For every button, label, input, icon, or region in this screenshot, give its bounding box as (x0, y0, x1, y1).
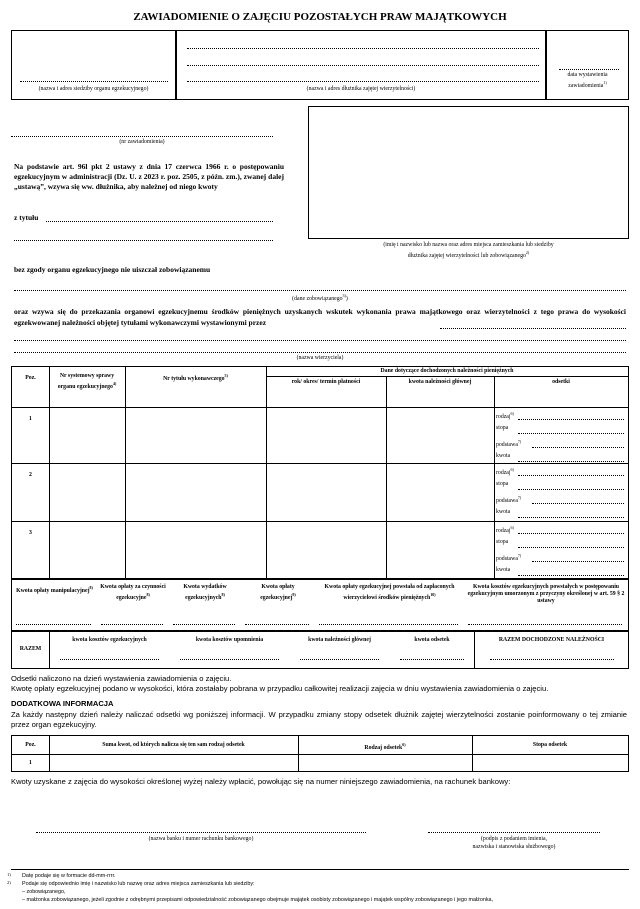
totals-table (11, 631, 629, 669)
fee-field-2[interactable] (101, 624, 163, 625)
row-poz: 1 (29, 416, 32, 422)
footnote-2-number: 2) (7, 880, 11, 885)
info-line-2: Kwotę opłaty egzekucyjnej podano w wysokości, która zostałaby pobrana w przypadku całkowitej realizacji zajęcia w dniu wystawienia zawiadomienia o zajęciu. (11, 684, 549, 693)
debtor-box[interactable] (176, 30, 546, 100)
fee-field-5[interactable] (319, 624, 458, 625)
interest-rodzaj-label: rodzaj$^{6)}$ (496, 411, 514, 420)
footnote-2a: – zobowiązanego, (22, 889, 66, 895)
fee-col-1: Kwota opłaty manipulacyjnej$^{8)}$ (16, 585, 93, 594)
issuer-field-2[interactable] (14, 340, 626, 341)
fee-field-1[interactable] (16, 624, 91, 625)
title-field[interactable] (46, 221, 273, 222)
totals-field-1[interactable] (60, 659, 159, 660)
obligor-label-1: (imię i nazwisko lub nazwa oraz adres miejsca zamieszkania lub siedziby (383, 242, 554, 248)
title-prefix: z tytułu (14, 213, 39, 222)
interest-row-poz: 1 (29, 760, 32, 766)
interest-stopa-field[interactable] (518, 547, 624, 548)
interest-kwota-label: kwota (496, 453, 511, 459)
fee-col-6: Kwota kosztów egzekucyjnych powstałych w postępowaniu egzekucyjnym umorzonym z przyczyny określonej w art. 59 § 2 ustawy (467, 584, 625, 604)
organ-label: (nazwa i adres siedziby organu egzekucyjnego) (38, 86, 149, 92)
footnote-2: Podaje się odpowiednio imię i nazwisko lub nazwę oraz adres miejsca zamieszkania lub siedziby: (22, 881, 255, 887)
interest-podstawa-label: podstawa$^{7)}$ (496, 439, 522, 448)
total-due-label: RAZEM DOCHODZONE NALEŻNOŚCI (498, 637, 605, 643)
interest-kwota-field[interactable] (518, 517, 624, 518)
info-line-1: Odsetki naliczono na dzień wystawienia zawiadomienia o zajęciu. (11, 674, 232, 683)
interest-col-sum: Suma kwot, od których nalicza się ten sam rodzaj odsetek (102, 742, 245, 748)
obligor-label-2: dłużnika zajętej wierzytelności lub zobowiązanego$^{2)}$ (407, 250, 530, 259)
organ-box (11, 30, 176, 100)
col-main-amount: kwota należności głównej (408, 379, 472, 385)
payment-text: Kwoty uzyskane z zajęcia do wysokości określonej wyżej należy wpłacić, powołując się na numer niniejszego zawiadomienia, na rachunek bankowy: (11, 777, 511, 786)
interest-col-type: Rodzaj odsetek$^{6)}$ (364, 742, 406, 751)
interest-podstawa-field[interactable] (532, 447, 624, 448)
totals-col-1: kwota kosztów egzekucyjnych (72, 637, 147, 643)
razem-label: RAZEM (19, 646, 42, 652)
footnote-1-number: 1) (7, 872, 11, 877)
interest-kwota-field[interactable] (518, 461, 624, 462)
col-poz: Poz. (25, 375, 36, 381)
date-box[interactable]: data wystawienia zawiadomienia$^{1)}$ (546, 30, 629, 100)
interest-kwota-label: kwota (496, 567, 511, 573)
totals-field-4[interactable] (400, 659, 464, 660)
interest-rodzaj-field[interactable] (518, 533, 624, 534)
legal-basis-text: Na podstawie art. 96l pkt 2 ustawy z dnia 17 czerwca 1966 r. o postępowaniu egzekucyjnym w administracji (Dz. U. z 2023 r. poz. 2505, z późn. zm.), zwanej dalej „ustawą”, wzywa się ww. dłużnika, aby należnej od niego kwoty (14, 162, 284, 191)
notice-number-label: (nr zawiadomienia) (119, 139, 165, 145)
interest-col-poz: Poz. (25, 742, 36, 748)
obligor-box[interactable] (308, 106, 629, 239)
col-title-number: Nr tytułu wykonawczego$^{5)}$ (163, 373, 228, 382)
bank-account-label: (nazwa banku i numer rachunku bankowego) (148, 836, 254, 842)
no-consent-text: bez zgody organu egzekucyjnego nie uiszczał zobowiązanemu (14, 265, 211, 274)
signature-label-2: nazwiska i stanowiska służbowego) (472, 844, 556, 850)
group-header: Dane dotyczące dochodzonych należności pieniężnych (380, 368, 514, 374)
fees-table (11, 579, 629, 631)
interest-table (11, 735, 629, 772)
totals-field-3[interactable] (300, 659, 379, 660)
footnote-2b: – małżonka zobowiązanego, jeżeli zgodnie z odrębnymi przepisami odpowiedzialność zobowiązanego obejmuje majątek osobisty zobowiązanego i majątek wspólny zobowiązanego i jego małżonka, (22, 897, 494, 903)
interest-rodzaj-field[interactable] (518, 419, 624, 420)
fee-col-2: Kwota opłaty za czynności egzekucyjne$^{8)}$ (100, 584, 166, 601)
fee-col-5: Kwota opłaty egzekucyjnej powstała od zapłaconych wierzycielowi środków pieniężnych$^{10)}$ (324, 584, 455, 601)
interest-kwota-label: kwota (496, 509, 511, 515)
bank-account-field[interactable] (36, 832, 366, 833)
interest-kwota-field[interactable] (518, 575, 624, 576)
totals-col-4: kwota odsetek (414, 637, 450, 643)
total-due-field[interactable] (490, 659, 614, 660)
fee-col-4: Kwota opłaty egzekucyjnej$^{9)}$ (260, 584, 296, 601)
document-title: ZAWIADOMIENIE O ZAJĘCIU POZOSTAŁYCH PRAW MAJĄTKOWYCH (133, 11, 507, 23)
totals-col-3: kwota należności głównej (308, 637, 371, 643)
interest-col-rate: Stopa odsetek (532, 742, 568, 748)
additional-info-heading: DODATKOWA INFORMACJA (11, 699, 114, 708)
footnote-1: Datę podaje się w formacie dd-mm-rrrr. (22, 873, 116, 879)
col-period: rok/ okres/ termin płatności (291, 379, 361, 385)
fee-field-6[interactable] (468, 624, 622, 625)
fee-col-3: Kwota wydatków egzekucyjnych$^{8)}$ (183, 584, 227, 601)
amount-field[interactable] (14, 240, 273, 241)
signature-label-1: (podpis z podaniem imienia, (480, 836, 547, 842)
interest-rodzaj-label: rodzaj$^{6)}$ (496, 525, 514, 534)
interest-rodzaj-field[interactable] (518, 475, 624, 476)
interest-stopa-field[interactable] (518, 489, 624, 490)
interest-stopa-label: stopa (496, 481, 509, 487)
date-label: data wystawienia (567, 72, 608, 78)
obligor-data-label: (dane zobowiązanego$^{3)}$) (292, 293, 348, 302)
interest-rodzaj-label: rodzaj$^{6)}$ (496, 467, 514, 476)
interest-podstawa-field[interactable] (532, 561, 624, 562)
row-poz: 3 (29, 530, 32, 536)
interest-podstawa-field[interactable] (532, 503, 624, 504)
obligor-data-field[interactable] (14, 290, 626, 291)
row-poz: 2 (29, 472, 32, 478)
issuer-field-3[interactable] (14, 352, 626, 353)
interest-stopa-label: stopa (496, 539, 509, 545)
col-case-number: Nr systemowy sprawy organu egzekucyjnego$^{4)}$ (57, 373, 117, 390)
debtor-label: (nazwa i adres dłużnika zajętej wierzytelności) (306, 86, 416, 92)
creditor-label: (nazwa wierzyciela) (296, 355, 344, 361)
interest-stopa-label: stopa (496, 425, 509, 431)
interest-podstawa-label: podstawa$^{7)}$ (496, 553, 522, 562)
fee-field-4[interactable] (245, 624, 309, 625)
info-line-3: Za każdy następny dzień należy naliczać odsetki wg poniższej informacji. W przypadku zmiany stopy odsetek dłużnik zajętej wierzytelności zostanie poinformowany o tej zmianie przez organ egzekucyjny. (11, 710, 627, 729)
notice-number-field[interactable] (11, 136, 273, 137)
signature-field[interactable] (428, 832, 600, 833)
totals-field-2[interactable] (180, 659, 279, 660)
issuer-field[interactable] (440, 328, 626, 329)
interest-podstawa-label: podstawa$^{7)}$ (496, 495, 522, 504)
transfer-text: oraz wzywa się do przekazania organowi egzekucyjnemu środków pieniężnych uzyskanych wskutek wykonania prawa majątkowego oraz wierzytelności z tego prawa do wysokości egzekwowanej należności objętej tytułami wykonawczymi wystawionymi przez (14, 307, 626, 327)
footnote-divider (11, 869, 629, 870)
totals-col-2: kwota kosztów upomnienia (195, 637, 264, 643)
interest-stopa-field[interactable] (518, 433, 624, 434)
claims-table (11, 366, 629, 579)
fee-field-3[interactable] (173, 624, 235, 625)
col-interest: odsetki (552, 379, 570, 385)
